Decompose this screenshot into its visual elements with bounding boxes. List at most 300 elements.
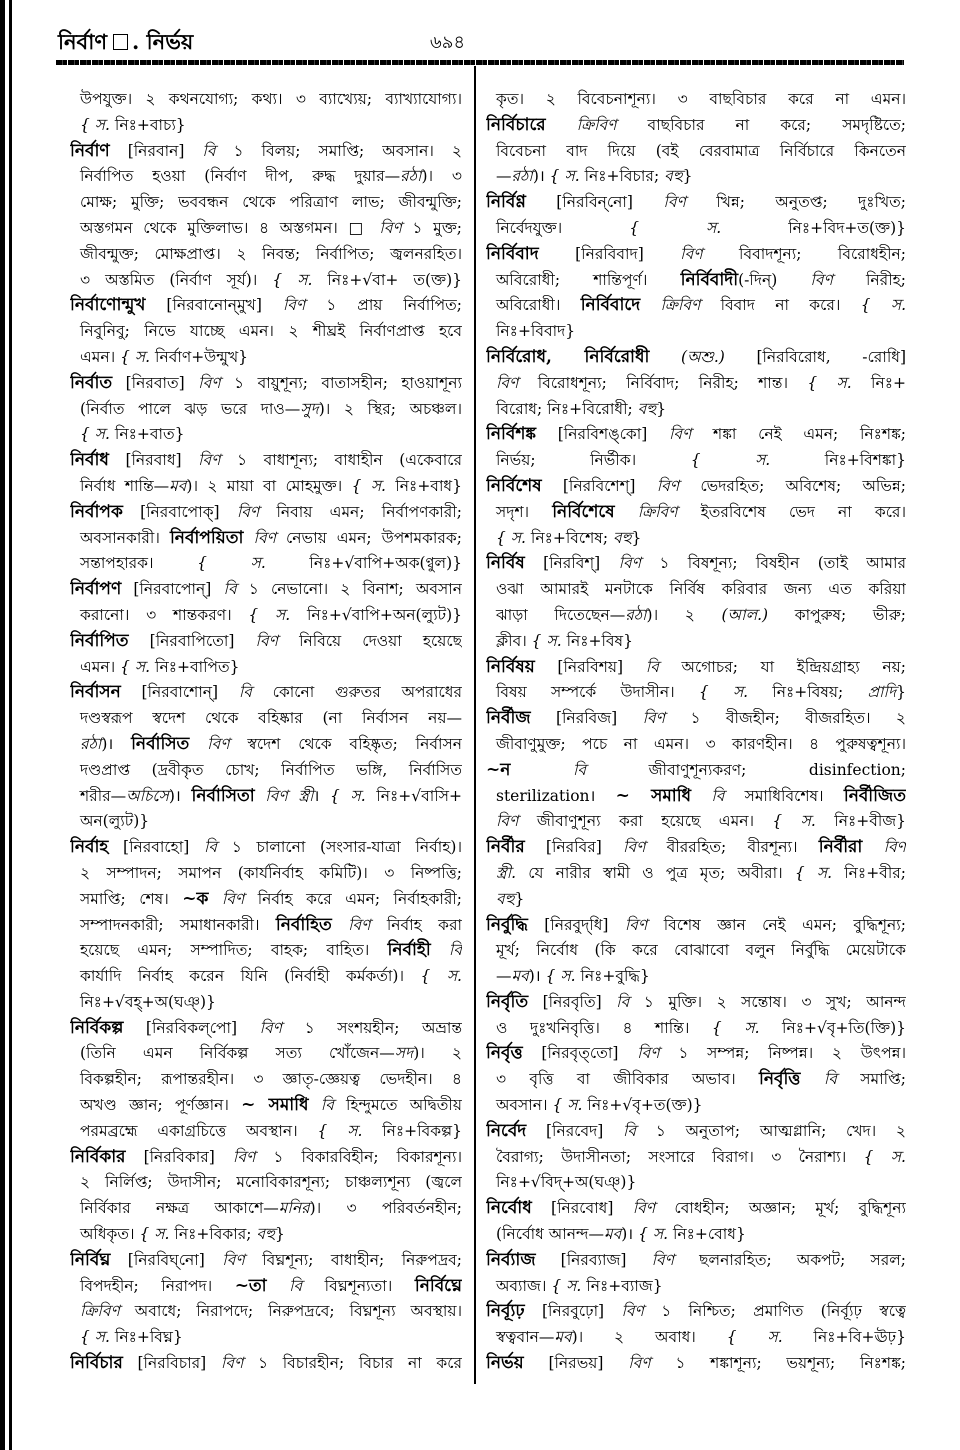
definition-text: )। ২ অবাধ। [571, 1328, 727, 1347]
definition-text: নিঃ+√বাপি+অন(ল্যুট)} [306, 605, 462, 624]
text-line [70, 1274, 462, 1300]
left-column [70, 87, 462, 1377]
text-line [486, 603, 906, 629]
label: বিণ স্ত্রী [265, 786, 314, 805]
label: বি [616, 992, 630, 1011]
definition-text: অবসান। [496, 1096, 553, 1115]
text-line [70, 784, 462, 810]
label: বিণ [207, 734, 230, 753]
definition-text: [নিরবান] [109, 141, 203, 160]
headword: নির্বীরা [818, 837, 863, 858]
definition-text: নিবায় এমন; নির্বাপণকারী; [259, 502, 462, 521]
text-line [486, 216, 906, 242]
definition-text: — [496, 167, 512, 186]
definition-text: কার্যাদি নির্বাহ করেন যিনি (নির্বাহী কর্মকর্তা)। [80, 967, 421, 986]
label: বি [204, 838, 218, 857]
label: বি [711, 786, 725, 805]
text-line [486, 474, 906, 500]
definition-text: নির্বিকার নক্ষত্র আকাশে— [80, 1199, 279, 1218]
headword: নির্বাসিতা [191, 785, 255, 806]
definition-text: অস্তগমন থেকে মুক্তিলাভ। ৪ অস্তগমন। □ [80, 218, 380, 237]
definition-text [267, 1277, 290, 1295]
label: { স. [248, 605, 307, 624]
definition-text: [নিরবিশঙ্‌কো] [536, 425, 669, 444]
definition-text: ১ বায়ুশূন্য; বাতাসহীন; হাওয়াশূন্য [220, 373, 462, 392]
label: { স. [807, 373, 872, 392]
text-line [486, 887, 906, 913]
definition-text: অব্যাজ। [496, 1276, 552, 1295]
page-number: ৬৯৪ [430, 32, 466, 53]
label: বিণ [642, 709, 666, 728]
headword: নির্বিবাদে [580, 295, 641, 316]
label: বিণ [618, 554, 642, 573]
label: { স. [80, 425, 115, 444]
text-line [70, 113, 462, 139]
headword: নির্বিণ্ণ [486, 192, 526, 213]
text-line [70, 603, 462, 629]
definition-text: নিঃ+√বহ্‌+অ(ঘঞ্)} [80, 992, 216, 1011]
headword: নির্বৃত্ত [486, 1043, 523, 1064]
definition-text: নিবিয়ে দেওয়া হয়েছে [277, 631, 462, 650]
definition-text: ১ সংশয়হীন; অভ্রান্ত [282, 1018, 462, 1037]
running-header [58, 26, 193, 61]
definition-text: শঙ্কা নেই এমন; নিঃশঙ্ক; [691, 425, 906, 444]
definition-text: নিঃ+বোধ} [672, 1225, 746, 1244]
headword: নির্বাপক [70, 501, 123, 522]
definition-text: উপযুক্ত। ২ কথনযোগ্য; কথ্য। ৩ ব্যাখ্যেয়; ব্যাখ্যাযোগ্য। [80, 90, 462, 108]
definition-text: নিরীহ; [832, 270, 906, 289]
definition-text: বিঘ্নশূন্যতা। [302, 1276, 415, 1295]
definition-text: নির্বাহ করা [370, 915, 462, 934]
label: { স. [80, 115, 115, 134]
definition-text: অন(ল্যুট)} [80, 812, 150, 831]
text-line [70, 448, 462, 474]
headword: নির্বাপিত [70, 630, 129, 651]
definition-text: [নিরবাধ] [108, 451, 199, 470]
text-line [486, 835, 906, 861]
text-line [70, 629, 462, 655]
headword: নির্বিশেষে [552, 501, 615, 522]
label: বি [238, 683, 252, 702]
label: { স. [794, 863, 845, 882]
label: { স. [80, 1328, 115, 1347]
definition-text [615, 503, 638, 521]
definition-text: নিঃ+√বা+ ত(ক্ত)} [327, 270, 462, 289]
definition-text: জীবাণুশূন্য করা হয়েছে এমন। [518, 812, 773, 831]
label: { স. [531, 631, 567, 650]
text-line [486, 500, 906, 526]
label: { স. [552, 1096, 588, 1115]
definition-text: [নিরবানোন্‌মুখ] [145, 296, 283, 315]
headword: নির্বাত [70, 372, 113, 393]
header-separator: . [132, 29, 140, 54]
definition-text: নিঃ+ [871, 373, 906, 392]
text-line [486, 422, 906, 448]
definition-text: ১ মুক্তি। ২ সন্তোষ। ৩ সুখ; আনন্দ [629, 992, 906, 1011]
definition-text [189, 735, 207, 753]
headword: নির্বোধ [486, 1198, 532, 1219]
definition-text: বিশেষ জ্ঞান নেই এমন; বুদ্ধিশূন্য; [647, 915, 906, 934]
label: { স. [698, 683, 773, 702]
headword: নির্বিশেষ [486, 475, 542, 496]
text-line [70, 293, 462, 319]
headword: নির্বৃতি [486, 991, 529, 1012]
headword: নির্বিকল্প [70, 1017, 124, 1038]
headword: নির্বাসিত [131, 733, 190, 754]
label: বি [823, 1070, 837, 1089]
definition-text: অবাধে; নিরাপদে; নিরুপদ্রবে; বিঘ্নশূন্য অবস্থায়। [119, 1302, 462, 1321]
definition-text: নিঃ+বুদ্ধি} [580, 967, 650, 986]
label: বিণ [680, 244, 703, 263]
definition-text: নিঃ+বাচ্য} [114, 115, 186, 134]
text-line [70, 1299, 462, 1325]
label: বিণ [253, 528, 276, 547]
definition-text: জীবন্মুক্ত; মোক্ষপ্রাপ্ত। ২ নিবন্ত; নির্বাপিত; জ্বলনরহিত। [80, 244, 462, 263]
definition-text: [নিরবিচার] [122, 1354, 221, 1373]
definition-text: নিঃ+বিচার; [584, 167, 665, 186]
label: { স. [330, 786, 377, 805]
label: বিণ [282, 296, 306, 315]
text-line [70, 500, 462, 526]
text-line [70, 1041, 462, 1067]
headword: নির্বিরোধ, নির্বিরোধী [486, 346, 650, 367]
definition-text: — [496, 967, 512, 986]
definition-text: কাপুরুষ; ভীরু; [768, 605, 906, 624]
definition-text: ২ নির্লিপ্ত; উদাসীন; মনোবিকারশূন্য; চাঞ্চল্যশূন্য (জ্বলে [80, 1173, 462, 1192]
definition-text: খিন্ন; অনুতপ্ত; দুঃখিত; [685, 193, 906, 212]
text-line [486, 139, 906, 165]
definition-text: ১ শঙ্কাশূন্য; ভয়শূন্য; নিঃশঙ্ক; [650, 1354, 906, 1373]
text-line [70, 345, 462, 371]
text-line [486, 577, 906, 603]
text-line [486, 113, 906, 139]
definition-text: নিঃ+বিশেষ; [530, 528, 613, 547]
definition-text: [নিরবৃত্‌তো] [522, 1044, 638, 1063]
label: { স. [120, 657, 156, 676]
definition-text: সন্তাপহারক। [80, 554, 198, 573]
headword: নির্বিষয় [486, 656, 535, 677]
text-line [70, 913, 462, 939]
definition-text: ১ বিলয়; সমাপ্তি; অবসান। ২ [215, 141, 462, 160]
label: মব [511, 967, 529, 986]
label: বিণ [632, 1199, 656, 1218]
definition-text: [নিরবিকল্‌পো] [123, 1018, 260, 1037]
text-line [70, 190, 462, 216]
definition-text: দণ্ডপ্রাপ্ত (দ্রবীকৃত চোখ; নির্বাপিত ভঙ্গি, নির্বাসিত [80, 760, 462, 779]
definition-text: নিঃ+√বাসি+ [376, 786, 462, 805]
definition-text: )। ২ [646, 605, 722, 624]
definition-text: ২ সম্পাদন; সমাপন (কার্যনির্বাহ কমিটি)। ৩ নিষ্পত্তি; [80, 863, 462, 882]
definition-text: স্বত্ববান— [496, 1328, 555, 1347]
definition-text [800, 1070, 823, 1088]
text-line [70, 964, 462, 990]
text-line [70, 938, 462, 964]
label: বিণ [259, 1018, 283, 1037]
definition-text: ১ বিকারবিহীন; বিকারশূন্য। [255, 1147, 462, 1166]
definition-text: অবসানকারী। [80, 528, 170, 547]
definition-text [510, 761, 573, 779]
definition-text: [নিরবাত] [112, 373, 199, 392]
text-line [486, 1170, 906, 1196]
label: { স. [197, 554, 310, 573]
headword: নির্বাহিত [275, 914, 332, 935]
definition-text: (নির্বোধ আনন্দ— [496, 1225, 604, 1244]
definition-text [691, 787, 711, 805]
headword: নির্বিঘ্ন [70, 1249, 111, 1270]
label: প্রাদি [867, 683, 897, 702]
text-line [486, 1067, 906, 1093]
definition-text: ও দুঃখনিবৃত্তি। ৪ শান্তি। [496, 1018, 712, 1037]
definition-text [431, 941, 449, 959]
text-line [486, 680, 906, 706]
definition-text: সমাপ্তি; শেষ। [80, 889, 183, 908]
definition-text: সমাপ্তি; [836, 1070, 906, 1089]
text-line [486, 629, 906, 655]
definition-text: বৈরাগ্য; উদাসীনতা; সংসারে বিরাগ। ৩ নৈরাশ্য। [496, 1147, 864, 1166]
headword: নির্বাধ [70, 450, 109, 471]
definition-text [243, 529, 253, 547]
text-line [70, 732, 462, 758]
definition-text [208, 890, 221, 908]
definition-text: ইতরবিশেষ ভেদ না করে। [677, 502, 906, 521]
definition-text: নির্বাহ করে এমন; নির্বাহকারী; [244, 889, 462, 908]
header-rule [56, 60, 904, 65]
label: বি [623, 1121, 637, 1140]
headword: নির্বাসন [70, 682, 121, 703]
definition-text: হয়েছে এমন; সম্পাদিত; বাহক; বাহিত। [80, 941, 388, 960]
headword: নির্বেদ [486, 1120, 527, 1141]
definition-text: নিঃ+বিশঙ্কা} [824, 451, 906, 470]
definition-text: } [514, 889, 525, 908]
text-line [70, 1067, 462, 1093]
definition-text: জীবাণুশূন্যকরণ; disinfection; [586, 760, 906, 779]
definition-text: দণ্ডস্বরূপ স্বদেশ থেকে বহিষ্কার (না নির্বাসন নয়— [80, 709, 462, 728]
text-line [486, 397, 906, 423]
definition-text: ৩ বৃত্তি বা জীবিকার অভাব। [496, 1070, 759, 1089]
definition-text: সমাধিবিশেষ। [724, 786, 844, 805]
text-line [70, 1016, 462, 1042]
label: মব [554, 1328, 572, 1347]
definition-text: } [896, 683, 906, 702]
label: মব [169, 476, 187, 495]
definition-text: এমন। [80, 657, 121, 676]
text-line [486, 526, 906, 552]
definition-text: [নিরবাপিতো] [128, 631, 256, 650]
text-line [70, 1119, 462, 1145]
definition-text: [নিরব্যাজ] [535, 1250, 652, 1269]
label: { স. [690, 451, 825, 470]
definition-text: } [631, 528, 642, 547]
label: { স. [351, 476, 396, 495]
label: { স. [629, 218, 789, 237]
headword: নির্ভয় [486, 1353, 524, 1374]
definition-text: বিপদহীন; নিরাপদ। [80, 1276, 235, 1295]
label: { স. [860, 296, 906, 315]
header-last-word: নির্ভয় [146, 29, 194, 54]
label: বিণ [348, 915, 371, 934]
definition-text: বাছবিচার না করে; সমদৃষ্টিতে; [616, 115, 906, 134]
label: বিণ [663, 193, 686, 212]
definition-text: (নির্বাত পালে ঝড় ভরে দাও— [80, 399, 301, 418]
label: { স. [726, 1328, 814, 1347]
headword: নির্ব্যাজ [486, 1249, 536, 1270]
definition-text: ১ চালানো (সংসার-যাত্রা নির্বাহ)। [217, 838, 462, 857]
label: বিণ [198, 451, 221, 470]
definition-text: যে নারীর স্বামী ও পুত্র মৃত; অবীরা। [516, 863, 795, 882]
label: { স. [139, 1225, 175, 1244]
definition-text: নেভায় এমন; উপশমকারক; [275, 528, 462, 547]
definition-text: (-দিন্) [738, 270, 811, 289]
label: বিণ [220, 1354, 244, 1373]
label: { স. [772, 812, 835, 831]
definition-text: )। [101, 734, 132, 753]
text-line [486, 938, 906, 964]
label: { স. [420, 967, 462, 986]
text-line [70, 242, 462, 268]
text-line [486, 1196, 906, 1222]
definition-text: নিবুনিবু; নিভে যাচ্ছে এমন। ২ শীঘ্রই নির্বাণপ্রাপ্ত হবে [80, 322, 462, 341]
text-line [486, 655, 906, 681]
text-line [486, 87, 906, 113]
definition-text: সদৃশ। [496, 502, 553, 521]
text-line [486, 1222, 906, 1248]
text-line [486, 1093, 906, 1119]
definition-text: [নিরবিশয়] [534, 657, 646, 676]
definition-text: ৩ অস্তমিত (নির্বাণ সূর্য)। [80, 270, 273, 289]
definition-text: পরমব্রহ্মে একাগ্রচিত্তে অবস্থান। [80, 1121, 318, 1140]
text-line [70, 474, 462, 500]
text-line [486, 1299, 906, 1325]
headword: নির্বাণোন্মুখ [70, 295, 146, 316]
text-line [70, 216, 462, 242]
headword: নির্বিশঙ্ক [486, 424, 537, 445]
text-line [486, 964, 906, 990]
definition-text: অধিকৃত। [80, 1225, 140, 1244]
label: { স. [638, 1225, 673, 1244]
definition-text: [নিরবৃতি] [528, 992, 617, 1011]
label: বহু [637, 399, 657, 418]
definition-text: } [274, 1225, 285, 1244]
definition-text: ১ সম্পন্ন; নিষ্পন্ন। ২ উৎপন্ন। [659, 1044, 906, 1063]
definition-text: নির্বাপিত হওয়া (নির্বাণ দীপ, রুদ্ধ দুয়ার— [80, 167, 401, 186]
right-column [486, 87, 906, 1377]
definition-text: [নিরবাপোক্] [122, 502, 237, 521]
definition-text: জীবাণুমুক্ত; পচে না এমন। ৩ কারণহীন। ৪ পুরুষত্বশূন্য। [496, 734, 906, 753]
text-line [486, 1274, 906, 1300]
text-line [70, 990, 462, 1016]
label: বি [320, 1096, 334, 1115]
definition-text: এমন। [80, 347, 121, 366]
text-line [486, 1016, 906, 1042]
text-line [70, 1093, 462, 1119]
definition-text: মূর্খ; নির্বোধ (কি করে বোঝাবো বলুন নির্বুদ্ধি মেয়েটাকে [496, 941, 906, 960]
label: বিণ [810, 270, 833, 289]
text-line [70, 319, 462, 345]
definition-text: বীররহিত; বীরশূন্য। [645, 838, 819, 857]
definition-text: নিঃ+বাধ} [395, 476, 462, 495]
label: বি [448, 941, 462, 960]
definition-text: সম্পাদনকারী; সমাধানকারী। [80, 915, 276, 934]
label: (অশু.) [681, 347, 725, 366]
label: বহু [612, 528, 632, 547]
definition-text: [নিরবোধ] [531, 1199, 633, 1218]
definition-text: নিঃ+বিকল্প} [382, 1121, 462, 1140]
definition-text: অবিরোধী। [496, 296, 581, 315]
label: (আল.) [721, 605, 769, 624]
text-line [70, 655, 462, 681]
definition-text: নির্ভয়; নির্ভীক। [496, 451, 691, 470]
definition-text: )। [168, 786, 192, 805]
text-line [70, 1222, 462, 1248]
text-line [486, 551, 906, 577]
definition-text: ১ বিচারহীন; বিচার না করে [243, 1354, 462, 1373]
definition-text: হিন্দুমতে অদ্বিতীয় [333, 1096, 462, 1115]
definition-text: মোক্ষ; মুক্তি; ভববন্ধন থেকে পরিত্রাণ লাভ; জীবন্মুক্তি; [80, 193, 462, 212]
definition-text: [নিরবির] [524, 838, 624, 857]
definition-text: স্বদেশ থেকে বহিষ্কৃত; নির্বাসন [229, 734, 462, 753]
label: বিণ [656, 476, 680, 495]
text-line [486, 268, 906, 294]
definition-text: )। [532, 167, 550, 186]
headword: ~ সমাধি [615, 785, 692, 806]
definition-text: নিঃ+বীজ} [834, 812, 906, 831]
square-icon [113, 34, 128, 50]
text-line [70, 371, 462, 397]
label: রঠা [625, 605, 647, 624]
headword: নির্বিবাদ [486, 243, 539, 264]
label: ক্রিবিণ [660, 296, 701, 315]
headword: ~তা [234, 1275, 267, 1296]
definition-text: [নিরবুঢ়ো] [524, 1302, 622, 1321]
text-line [486, 448, 906, 474]
text-line [70, 551, 462, 577]
definition-text: [নিরবিশ্] [524, 554, 619, 573]
definition-text: বিবাদশূন্য; বিরোধহীন; [702, 244, 906, 263]
headword: নির্বিচারে [486, 114, 546, 135]
definition-text: ১ মুক্ত; [401, 218, 462, 237]
definition-text: ১ অনুতাপ; আত্মগ্লানি; খেদ। ২ [636, 1121, 906, 1140]
label: { স. [496, 528, 531, 547]
definition-text: ১ নেভানো। ২ বিনাশ; অবসান [236, 580, 462, 599]
text-line [70, 1248, 462, 1274]
text-line [486, 758, 906, 784]
definition-text: নিঃ+বিদ+ত(ক্ত)} [788, 218, 906, 237]
label: { স. [551, 1276, 587, 1295]
definition-text: ক্লীব। [496, 631, 532, 650]
definition-text: [নিরবিবাদ] [538, 244, 681, 263]
text-line [486, 784, 906, 810]
definition-text: শরীর— [80, 786, 127, 805]
definition-text: বিকল্পহীন; রূপান্তরহীন। ৩ জ্ঞাতৃ-জ্ঞেয়ত্ব ভেদহীন। ৪ [80, 1070, 462, 1089]
text-line [70, 422, 462, 448]
headword: নির্বীর [486, 837, 525, 858]
definition-text: কোনো গুরুতর অপরাধের [251, 683, 462, 702]
label: বি [289, 1276, 303, 1295]
headword: নির্বাপয়িতা [169, 527, 244, 548]
text-line [70, 1145, 462, 1171]
definition-text: )। ২ [413, 1044, 462, 1063]
definition-text: কৃত। ২ বিবেচনাশূন্য। ৩ বাছবিচার করে না এমন। [496, 90, 906, 108]
definition-text: ১ বাধাশূন্য; বাধাহীন (একেবারে [220, 451, 462, 470]
definition-text: ১ প্রায় নির্বাপিত; [305, 296, 462, 315]
label: স্ত্রী. [496, 863, 517, 882]
text-line [70, 577, 462, 603]
label: বিণ [222, 1250, 245, 1269]
label: ক্রিবিণ [576, 115, 617, 134]
text-line [70, 861, 462, 887]
definition-text: )। ২ মায়া বা মোহমুক্ত। [186, 476, 352, 495]
definition-text [862, 838, 883, 856]
